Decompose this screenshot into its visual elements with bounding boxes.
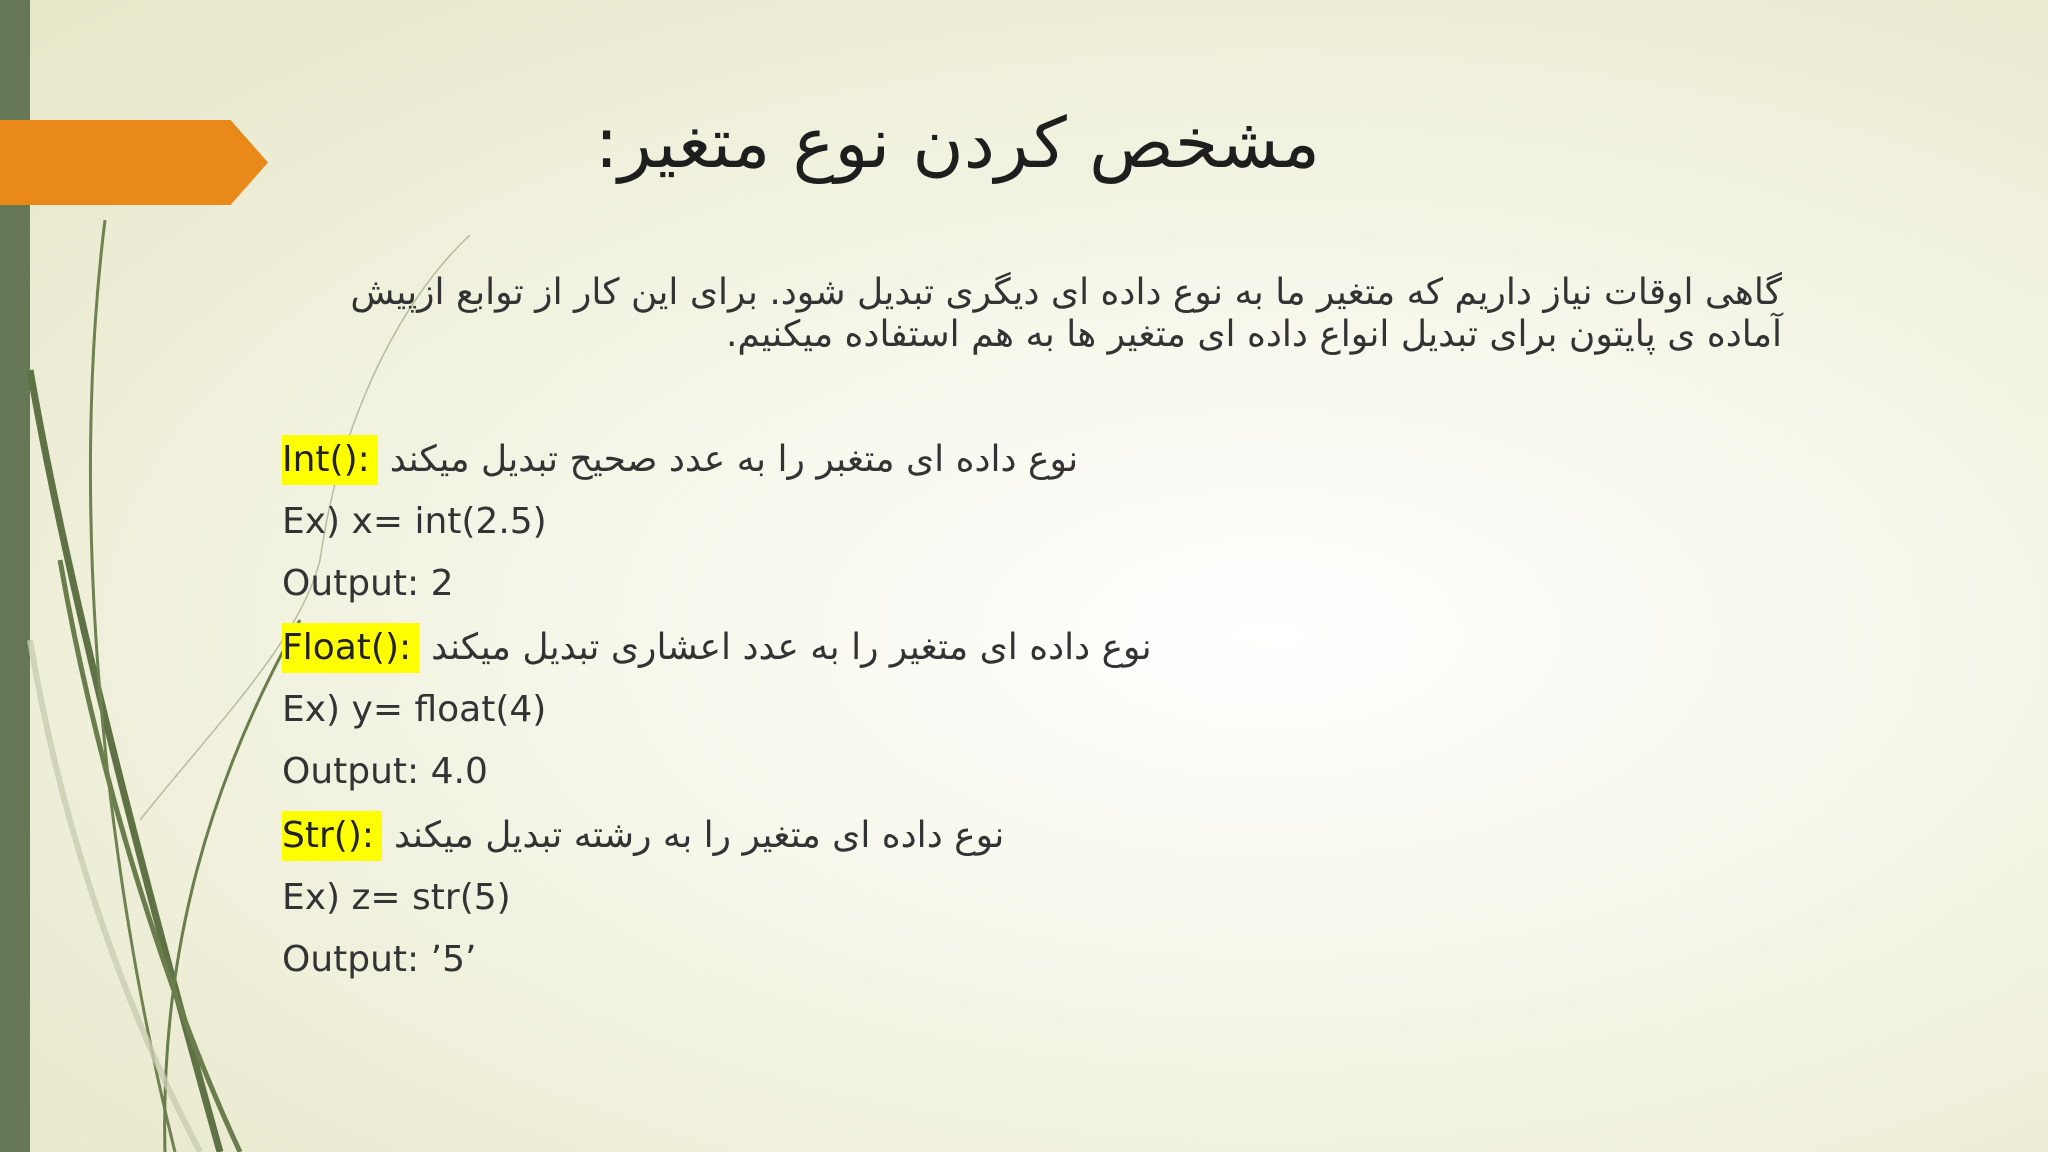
- int-description: نوع داده ای متغبر را به عدد صحیح تبدیل میکند: [389, 439, 1079, 480]
- int-output: Output: 2: [282, 563, 454, 604]
- int-function-label: Int():: [282, 435, 378, 485]
- title-accent-arrow: [0, 120, 268, 205]
- str-output: Output: ’5’: [282, 939, 477, 980]
- slide-title: مشخص کردن نوع متغیر:: [594, 102, 1320, 184]
- str-definition-row: [282, 811, 1004, 861]
- int-example: Ex) x= int(2.5): [282, 501, 547, 542]
- float-function-label: Float():: [282, 623, 419, 673]
- float-output: Output: 4.0: [282, 751, 488, 792]
- intro-line-2: آماده ی پایتون برای تبدیل انواع داده ای متغیر ها به هم استفاده میکنیم.: [725, 314, 1782, 355]
- float-description: نوع داده ای متغیر را به عدد اعشاری تبدیل میکند: [431, 627, 1152, 668]
- str-description: نوع داده ای متغیر را به رشته تبدیل میکند: [394, 815, 1005, 856]
- intro-line-1: گاهی اوقات نیاز داریم که متغیر ما به نوع داده ای دیگری تبدیل شود. برای این کار از توابع ازپیش: [350, 272, 1782, 313]
- str-function-label: Str():: [282, 811, 382, 861]
- float-example: Ex) y= float(4): [282, 689, 547, 730]
- float-definition-row: [282, 623, 1152, 673]
- int-definition-row: [282, 435, 1078, 485]
- intro-paragraph: [282, 272, 1782, 356]
- str-example: Ex) z= str(5): [282, 877, 511, 918]
